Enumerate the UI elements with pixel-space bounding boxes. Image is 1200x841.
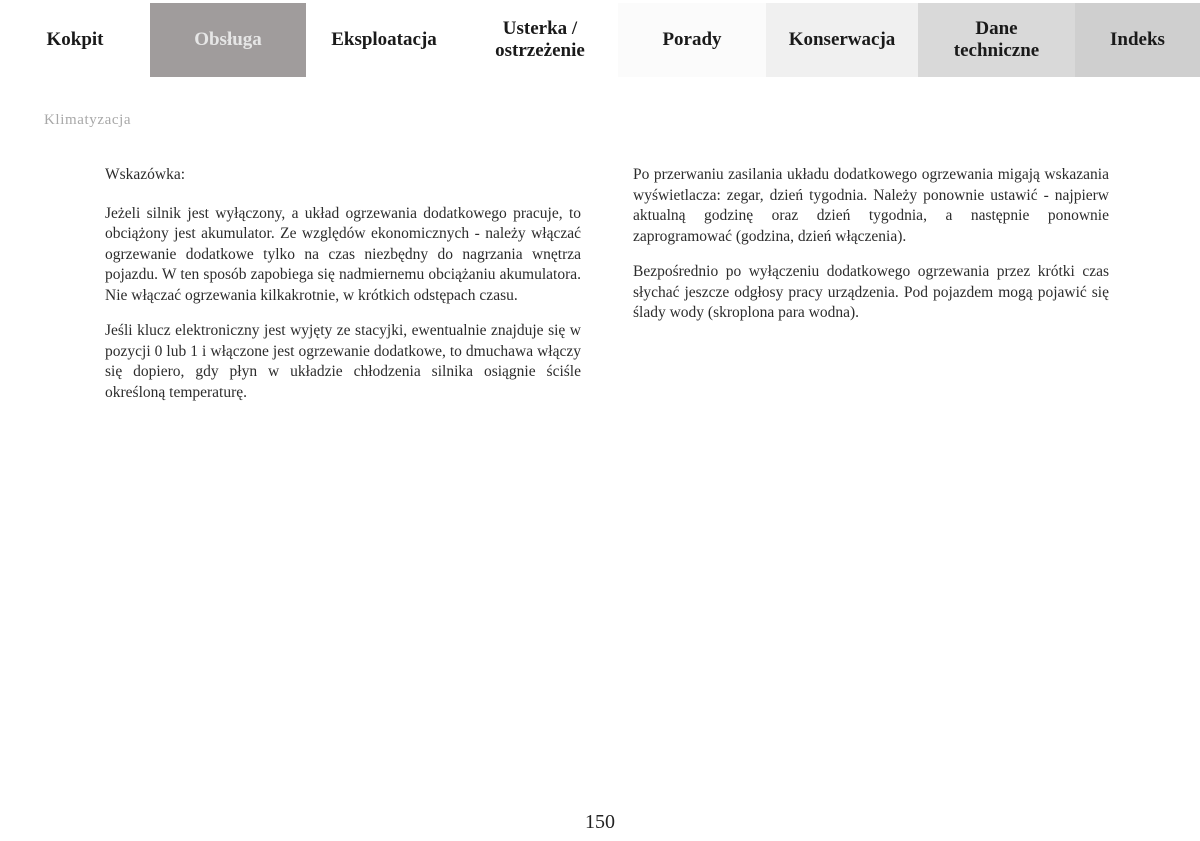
tab-dane-techniczne[interactable] [918, 3, 1075, 77]
paragraph: Po przerwaniu zasilania układu dodatkowego ogrzewania migają wskazania wyświetlacza: zegar, dzień tygodnia. Należy ponownie ustawić - najpierw aktualną godzinę oraz dzień tygodnia, a następnie ponownie zaprogramować (godzina, dzień włączenia). [633, 166, 1109, 245]
tab-label-line-1: Usterka / [502, 18, 578, 39]
section-title: Klimatyzacja [44, 112, 132, 128]
tab-konserwacja[interactable] [766, 3, 918, 77]
tab-label: Porady [662, 29, 722, 50]
tab-obsluga[interactable] [150, 3, 306, 77]
tab-porady[interactable] [618, 3, 766, 77]
tab-kokpit[interactable] [0, 3, 150, 77]
tab-label: Indeks [1110, 29, 1165, 50]
tab-eksploatacja[interactable] [306, 3, 462, 77]
hint-label: Wskazówka: [105, 166, 186, 183]
tab-label: Kokpit [46, 29, 104, 50]
page-number: 150 [585, 811, 615, 833]
tab-label-line-2: ostrzeżenie [495, 40, 585, 61]
tab-label: Eksploatacja [331, 29, 437, 50]
tab-indeks[interactable] [1075, 3, 1200, 77]
tab-label-line-1: Dane [975, 18, 1018, 39]
chapter-tab-bar [0, 3, 1200, 77]
paragraph: Jeżeli silnik jest wyłączony, a układ ogrzewania dodatkowego pracuje, to obciążony jest akumulator. Ze względów ekonomicznych - należy włączać ogrzewanie dodatkowe tylko na czas niezbędny do nagrzania wnętrza pojazdu. W ten sposób zapobiega się nadmiernemu obciążaniu akumulatora. Nie włączać ogrzewania kilkakrotnie, w krótkich odstępach czasu. [105, 204, 581, 304]
right-column [633, 165, 1109, 339]
paragraph: Bezpośrednio po wyłączeniu dodatkowego ogrzewania przez krótki czas słychać jeszcze odgłosy pracy urządzenia. Pod pojazdem mogą pojawić się ślady wody (skroplona para wodna). [633, 263, 1109, 321]
left-column [105, 165, 581, 418]
tab-usterka-ostrzezenie[interactable] [462, 3, 618, 77]
tab-label-line-2: techniczne [953, 40, 1040, 61]
tab-label: Obsługa [194, 29, 262, 50]
tab-label: Konserwacja [788, 29, 896, 50]
paragraph: Jeśli klucz elektroniczny jest wyjęty ze stacyjki, ewentualnie znajduje się w pozycji 0 lub 1 i włączone jest ogrzewanie dodatkowe, to dmuchawa włączy się dopiero, gdy płyn w układzie chłodzenia silnika osiągnie ściśle określoną temperaturę. [105, 322, 581, 401]
